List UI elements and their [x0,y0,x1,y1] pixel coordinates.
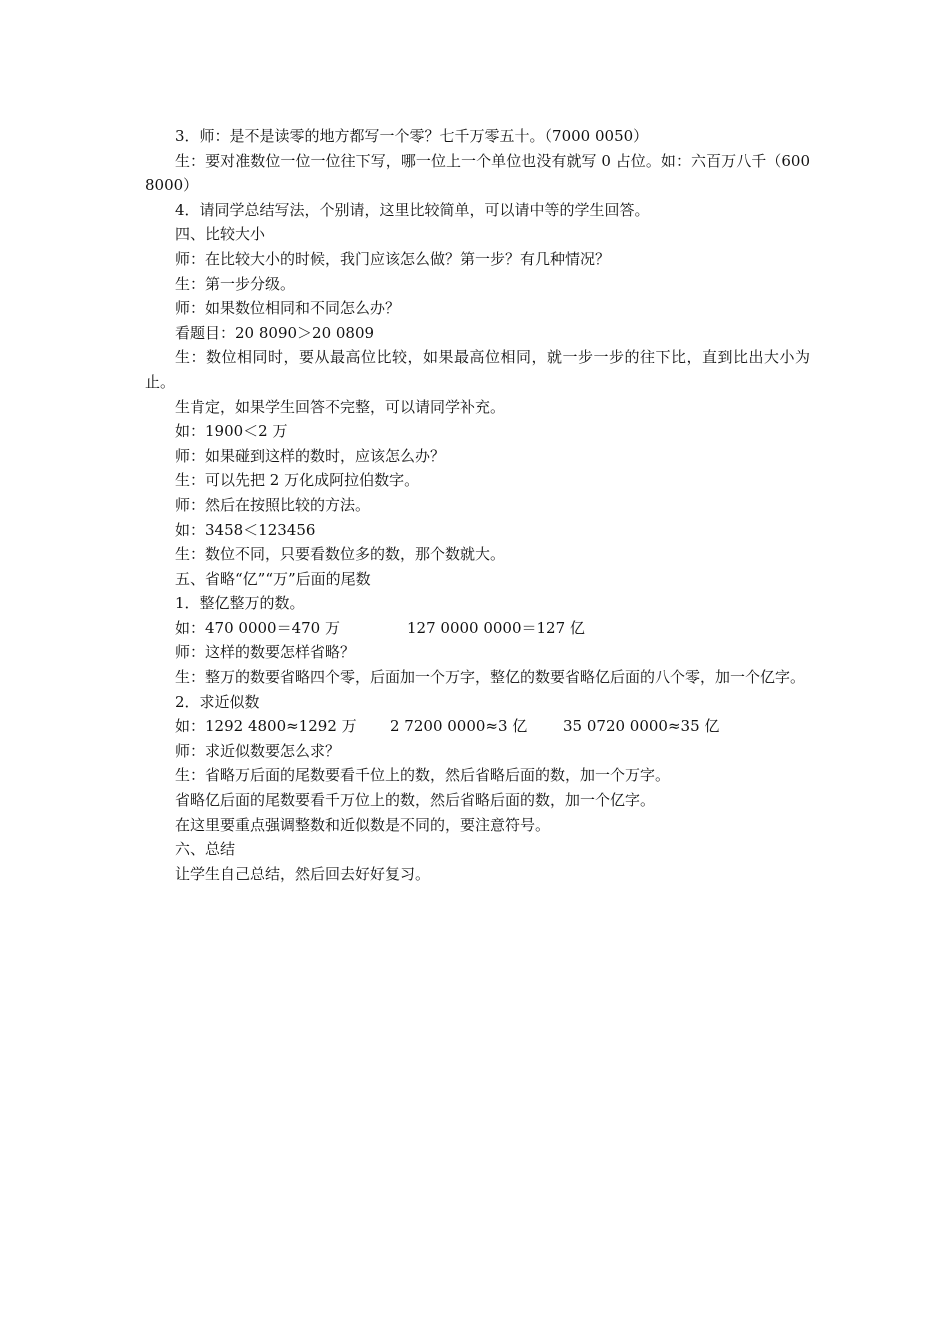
paragraph: 2．求近似数 [175,692,260,711]
section-heading: 六、总结 [175,840,236,859]
paragraph: 师：如果碰到这样的数时，应该怎么办？ [175,446,446,465]
paragraph: 生：数位不同，只要看数位多的数，那个数就大。 [175,545,506,564]
paragraph: 在这里要重点强调整数和近似数是不同的，要注意符号。 [175,815,551,834]
example-line [145,714,810,739]
section-heading: 四、比较大小 [175,225,266,244]
paragraph: 省略亿后面的尾数要看千万位上的数，然后省略后面的数，加一个亿字。 [175,791,656,810]
paragraph: 如：3458＜123456 [175,520,316,539]
paragraph: 生：可以先把 2 万化成阿拉伯数字。 [175,471,420,490]
section-heading: 五、省略“亿”“万”后面的尾数 [175,569,371,588]
document-body [145,124,810,886]
paragraph: 师：然后在按照比较的方法。 [175,495,371,514]
example-item: 35 0720 0000≈35 亿 [563,717,720,736]
paragraph: 生：省略万后面的尾数要看千位上的数，然后省略后面的数，加一个万字。 [175,766,671,785]
paragraph: 看题目：20 8090＞20 0809 [175,323,375,342]
paragraph: 生：整万的数要省略四个零，后面加一个万字，整亿的数要省略亿后面的八个零，加一个亿字。 [175,668,806,687]
paragraph: 4．请同学总结写法，个别请，这里比较简单，可以请中等的学生回答。 [175,200,650,219]
paragraph: 师：这样的数要怎样省略？ [175,643,356,662]
paragraph: 生：数位相同时，要从最高位比较，如果最高位相同，就一步一步的往下比，直到比出大小为止。 [145,348,810,391]
paragraph: 生：第一步分级。 [175,274,296,293]
example-item: 127 0000 0000＝127 亿 [407,618,585,637]
paragraph: 师：求近似数要怎么求？ [175,741,341,760]
paragraph: 3．师：是不是读零的地方都写一个零？七千万零五十。（7000 0050） [175,127,649,145]
paragraph: 1．整亿整万的数。 [175,594,305,613]
example-line [145,616,810,641]
example-item: 2 7200 0000≈3 亿 [390,717,528,736]
paragraph: 生肯定，如果学生回答不完整，可以请同学补充。 [175,397,506,416]
paragraph: 如：1900＜2 万 [175,422,288,441]
paragraph: 让学生自己总结，然后回去好好复习。 [175,864,431,883]
paragraph: 师：如果数位相同和不同怎么办？ [175,299,401,318]
paragraph: 生：要对准数位一位一位往下写，哪一位上一个单位也没有就写 0 占位。如：六百万八千（600 8000） [145,151,810,195]
example-item: 如：1292 4800≈1292 万 [175,717,357,736]
example-item: 如：470 0000＝470 万 [175,618,340,637]
paragraph: 师：在比较大小的时候，我门应该怎么做？第一步？有几种情况？ [175,249,611,268]
